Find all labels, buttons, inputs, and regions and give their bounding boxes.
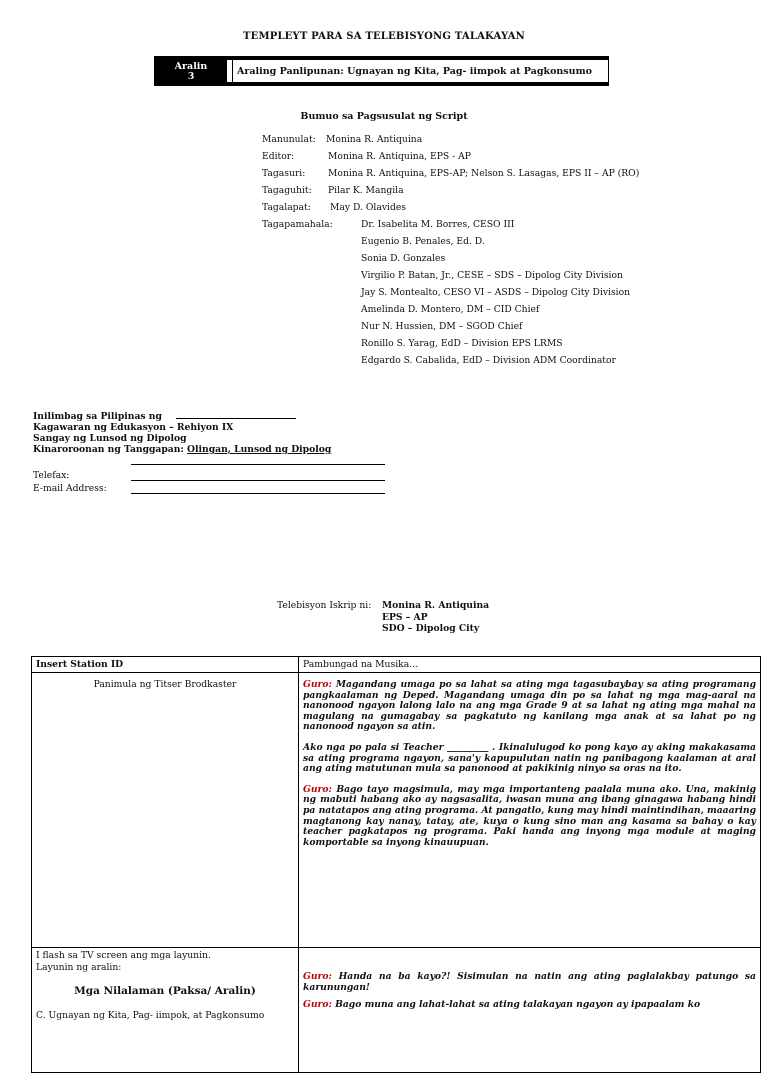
aralin-number: 3: [187, 71, 195, 82]
intro-speech-cell: [299, 673, 761, 948]
credit-label: Tagasuri:: [262, 168, 306, 179]
department-name: Kagawaran ng Edukasyon – Rehiyon IX: [33, 422, 234, 433]
intro-cell: [32, 673, 299, 948]
music-cell: Pambungad na Musika…: [299, 657, 761, 673]
office-label: Kinaroroonan ng Tanggapan:: [33, 444, 184, 455]
credit-value: Monina R. Antiquina, EPS-AP; Nelson S. Lasagas, EPS II – AP (RO): [328, 168, 640, 179]
objectives-speech-cell: [299, 948, 761, 1073]
guro-label: Guro:: [303, 679, 332, 690]
office-value: Olingan, Lunsod ng Dipolog: [187, 444, 332, 455]
intro-label: Panimula ng Titser Brodkaster: [93, 679, 237, 690]
speech-paragraph-3: [303, 785, 756, 849]
topic-text: C. Ugnayan ng Kita, Pag- iimpok, at Pagkonsumo: [36, 1010, 265, 1021]
table-row: [32, 657, 761, 673]
printed-in-label: Inilimbag sa Pilipinas ng: [33, 411, 162, 422]
document-title: TEMPLEYT PARA SA TELEBISYONG TALAKAYAN: [243, 31, 525, 42]
credit-label: Tagalapat:: [262, 202, 311, 213]
credit-value: Monina R. Antiquina: [326, 134, 423, 145]
email-line: [131, 493, 385, 494]
email-label: E-mail Address:: [33, 483, 107, 494]
speech-text: Handa na ba kayo?! Sisimulan na natin ang ating paglalakbay patungo sa karunungan!: [303, 971, 756, 993]
guro-label: Guro:: [303, 999, 332, 1010]
speech-paragraph-4: [303, 972, 756, 993]
aralin-label: Aralin: [174, 61, 208, 72]
blank-line: [131, 464, 385, 465]
contact-lines: [33, 458, 393, 498]
script-by-block: [382, 600, 489, 635]
table-row: [32, 948, 761, 1073]
publisher-block: [33, 410, 331, 455]
guro-label: Guro:: [303, 783, 332, 795]
telefax-label: Telefax:: [33, 470, 70, 481]
script-author-office: SDO – Dipolog City: [382, 623, 480, 634]
credit-value: Dr. Isabelita M. Borres, CESO III: [361, 219, 515, 230]
speech-paragraph-1: [303, 680, 756, 733]
printer-blank-line: [176, 410, 296, 419]
tagapamahala-item: Edgardo S. Cabalida, EdD – Division ADM Coordinator: [361, 355, 616, 366]
credit-label: Manunulat:: [262, 134, 316, 145]
objectives-cell: [32, 948, 299, 1073]
script-author: Monina R. Antiquina: [382, 600, 490, 611]
tagapamahala-item: Eugenio B. Penales, Ed. D.: [361, 236, 485, 247]
script-table: [31, 656, 761, 1073]
credit-value: Monina R. Antiquina, EPS - AP: [328, 151, 471, 162]
speech-paragraph-5: [303, 1000, 756, 1011]
speech-text: Magandang umaga po sa lahat sa ating mga tagasubaybay sa ating programang pangkaalaman ng Deped. Magandang umaga din po sa lahat ng mga mag-aaral na nanonood ngayon lalong lalo na ang mga Grade 9 at sa lahat ng ating mga mahal na magulang na gumagabay sa pagkatuto ng kanilang mga anak at sa lahat po ng nanonood ngayon sa atin.: [303, 679, 756, 733]
tagapamahala-item: Sonia D. Gonzales: [361, 253, 446, 264]
credit-label: Tagaguhit:: [262, 185, 312, 196]
guro-label: Guro:: [303, 971, 332, 982]
script-author-position: EPS – AP: [382, 611, 428, 623]
telefax-line: [131, 480, 385, 481]
credits-heading: Bumuo sa Pagsusulat ng Script: [300, 111, 468, 122]
credit-value: May D. Olavides: [330, 202, 406, 213]
tagapamahala-item: Virgilio P. Batan, Jr., CESE – SDS – Dipolog City Division: [361, 270, 623, 281]
aralin-box: [155, 60, 227, 82]
speech-text: Bago tayo magsimula, may mga importanteng paalala muna ako. Una, makinig ng mabuti habang ako ay nagsasalita, iwasan muna ang ibang ginagawa habang hindi pa natatapos ang ating programa. At pangatlo, kung may hindi maintindihan, maaaring magtanong kay nanay, tatay, ate, kuya o kung sino man ang kasama sa bahay o kay teacher pagkatapos ng programa. Paki handa ang inyong mga module at maging komportable sa inyong kinauupuan.: [303, 783, 756, 848]
flash-line-2: Layunin ng aralin:: [36, 961, 122, 973]
speech-text: Bago muna ang lahat-lahat sa ating talakayan ngayon ay ipapaalam ko: [335, 999, 701, 1010]
station-id-cell: Insert Station ID: [32, 657, 299, 673]
script-by-label: Telebisyon Iskrip ni:: [277, 600, 372, 611]
tagapamahala-item: Jay S. Montealto, CESO VI – ASDS – Dipolog City Division: [361, 287, 631, 298]
flash-instructions: [36, 950, 211, 973]
speech-paragraph-2: Ako nga po pala si Teacher _________ . Ikinalulugod ko pong kayo ay aking makakasama sa ating programa ngayon, sana'y kapupulutan natin ng panibagong kaalaman at aral ang ating matutunan mula sa panonood at pakikinig ninyo sa oras na ito.: [303, 741, 756, 775]
credits-block: [262, 131, 682, 381]
aralin-subject: Araling Panlipunan: Ugnayan ng Kita, Pag- iimpok at Pagkonsumo: [232, 60, 608, 82]
tagapamahala-item: Ronillo S. Yarag, EdD – Division EPS LRMS: [361, 338, 563, 349]
aralin-bar: [154, 56, 609, 86]
credit-label: Tagapamahala:: [262, 219, 333, 230]
credit-value: Pilar K. Mangila: [328, 185, 404, 196]
table-row: [32, 673, 761, 948]
nilalaman-heading: Mga Nilalaman (Paksa/ Aralin): [74, 985, 256, 997]
tagapamahala-item: Amelinda D. Montero, DM – CID Chief: [361, 304, 540, 315]
division-name: Sangay ng Lunsod ng Dipolog: [33, 433, 187, 444]
tagapamahala-item: Nur N. Hussien, DM – SGOD Chief: [361, 321, 523, 332]
flash-line-1: I flash sa TV screen ang mga layunin.: [36, 950, 211, 961]
credit-label: Editor:: [262, 151, 295, 162]
